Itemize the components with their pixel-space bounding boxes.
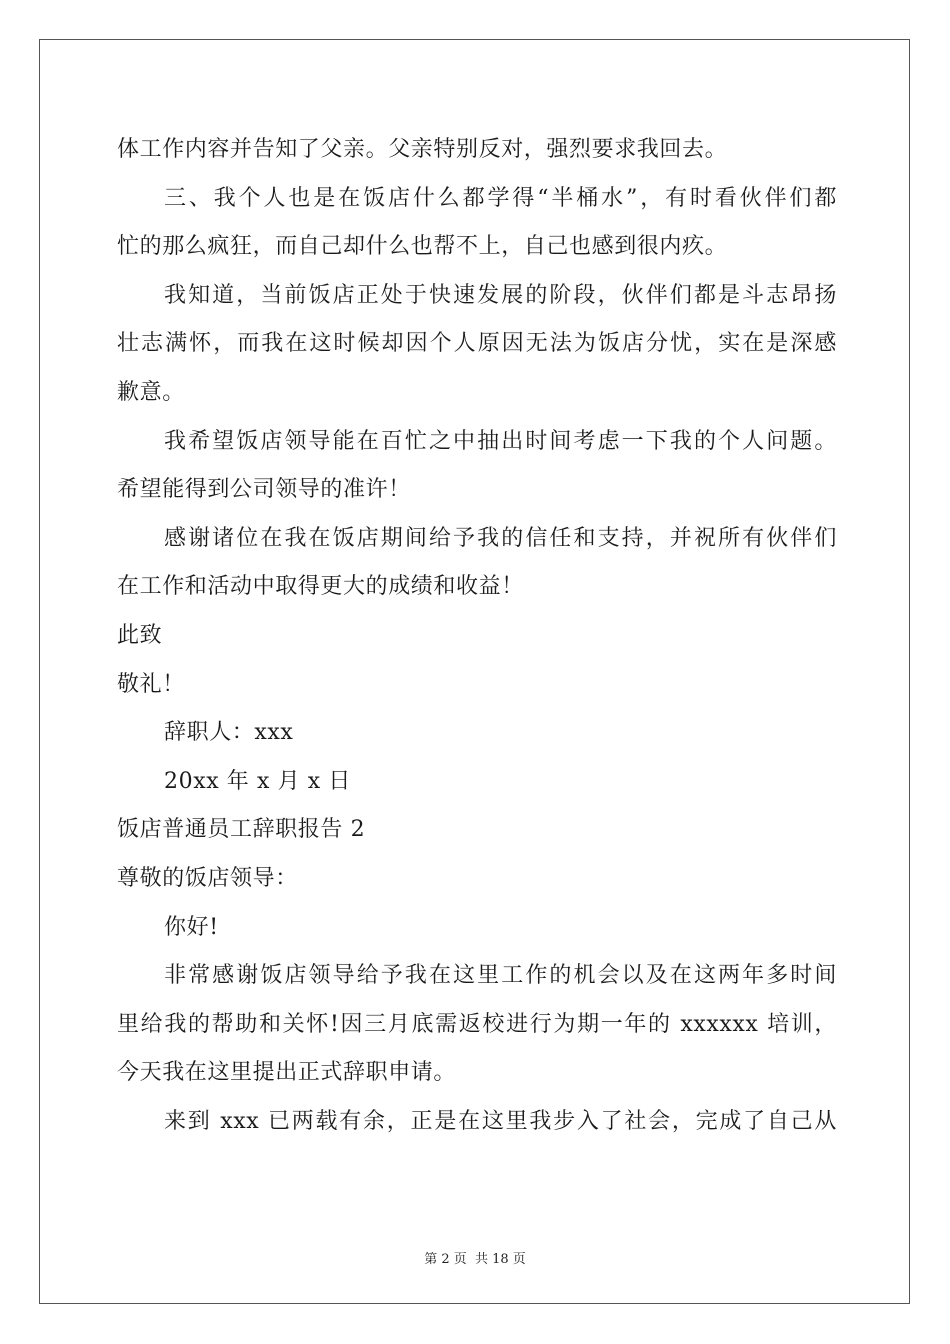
text-line-1: 体工作内容并告知了父亲。父亲特别反对，强烈要求我回去。 [117, 137, 728, 162]
page-total: 共 18 页 [474, 1252, 526, 1267]
page-footer [0, 1248, 950, 1267]
section-title: 饭店普通员工辞职报告 2 [117, 817, 366, 843]
text-line-7: 我希望饭店领导能在百忙之中抽出时间考虑一下我的个人问题。 [164, 428, 837, 454]
greeting-hello: 你好! [164, 914, 219, 940]
text-line-20: 今天我在这里提出正式辞职申请。 [117, 1060, 457, 1086]
text-line-6: 歉意。 [117, 379, 185, 405]
text-line-4: 我知道，当前饭店正处于快速发展的阶段，伙伴们都是斗志昂扬 [164, 282, 837, 308]
text-line-21: 来到 xxx 已两载有余，正是在这里我步入了社会，完成了自己从 [164, 1108, 837, 1134]
document-body [117, 126, 837, 1146]
text-line-18: 非常感谢饭店领导给予我在这里工作的机会以及在这两年多时间 [164, 963, 837, 989]
greeting-recipient: 尊敬的饭店领导： [117, 865, 298, 891]
text-line-10: 在工作和活动中取得更大的成绩和收益！ [117, 574, 524, 600]
closing-regards: 敬礼！ [117, 671, 185, 697]
text-line-19: 里给我的帮助和关怀!因三月底需返校进行为期一年的 xxxxxx 培训， [117, 1011, 837, 1037]
text-line-2: 三、我个人也是在饭店什么都学得“半桶水”，有时看伙伴们都 [164, 185, 837, 211]
text-line-8: 希望能得到公司领导的准许！ [117, 477, 411, 503]
text-line-9: 感谢诸位在我在饭店期间给予我的信任和支持，并祝所有伙伴们 [164, 525, 837, 551]
closing-salutation: 此致 [117, 622, 163, 648]
date-line: 20xx 年 x 月 x 日 [164, 768, 351, 794]
page-number: 第 2 页 [424, 1252, 467, 1267]
signature-line: 辞职人：xxx [164, 720, 294, 746]
text-line-5: 壮志满怀，而我在这时候却因个人原因无法为饭店分忧，实在是深感 [117, 331, 837, 357]
text-line-3: 忙的那么疯狂，而自己却什么也帮不上，自己也感到很内疚。 [117, 234, 728, 260]
